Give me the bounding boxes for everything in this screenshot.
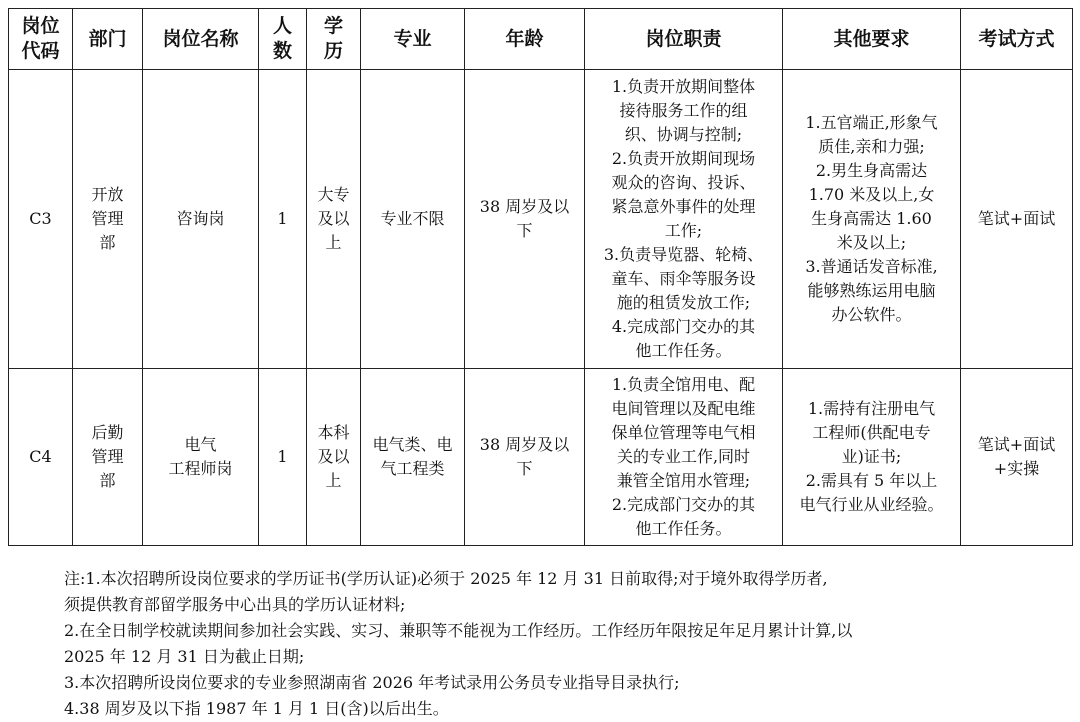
cell-headcount: 1	[259, 70, 307, 369]
cell-other-requirements: 1.需持有注册电气 工程师(供配电专 业)证书; 2.需具有 5 年以上 电气行业从业经验。	[783, 369, 961, 546]
table-header-row	[9, 9, 1073, 70]
header-exam-method: 考试方式	[961, 9, 1073, 70]
header-headcount: 人 数	[259, 9, 307, 70]
table-row	[9, 369, 1073, 546]
cell-age: 38 周岁及以 下	[465, 70, 585, 369]
cell-position-name: 咨询岗	[143, 70, 259, 369]
cell-duties: 1.负责全馆用电、配 电间管理以及配电维 保单位管理等电气相 关的专业工作,同时 兼管全馆用水管理; 2.完成部门交办的其 他工作任务。	[585, 369, 783, 546]
header-age: 年龄	[465, 9, 585, 70]
cell-education: 大专 及以 上	[307, 70, 361, 369]
cell-duties: 1.负责开放期间整体 接待服务工作的组 织、协调与控制; 2.负责开放期间现场 观众的咨询、投诉、 紧急意外事件的处理 工作; 3.负责导览器、轮椅、 童车、雨伞等服务设 施的租赁发放工作; 4.完成部门交办的其 他工作任务。	[585, 70, 783, 369]
note-line: 2025 年 12 月 31 日为截止日期;	[64, 647, 305, 666]
header-major: 专业	[361, 9, 465, 70]
cell-education: 本科 及以 上	[307, 369, 361, 546]
cell-position-name: 电气 工程师岗	[143, 369, 259, 546]
cell-code: C3	[9, 70, 73, 369]
note-line: 4.38 周岁及以下指 1987 年 1 月 1 日(含)以后出生。	[64, 699, 449, 718]
cell-major: 电气类、电 气工程类	[361, 369, 465, 546]
recruitment-table	[8, 8, 1073, 546]
header-other-requirements: 其他要求	[783, 9, 961, 70]
note-line: 须提供教育部留学服务中心出具的学历认证材料;	[64, 595, 406, 614]
note-line: 2.在全日制学校就读期间参加社会实践、实习、兼职等不能视为工作经历。工作经历年限按足年足月累计计算,以	[64, 621, 853, 640]
table-row	[9, 70, 1073, 369]
header-duties: 岗位职责	[585, 9, 783, 70]
cell-exam-method: 笔试+面试 +实操	[961, 369, 1073, 546]
notes-section	[64, 566, 1054, 722]
cell-department: 后勤 管理 部	[73, 369, 143, 546]
header-position-code: 岗位 代码	[9, 9, 73, 70]
cell-code: C4	[9, 369, 73, 546]
cell-other-requirements: 1.五官端正,形象气 质佳,亲和力强; 2.男生身高需达 1.70 米及以上,女 生身高需达 1.60 米及以上; 3.普通话发音标准, 能够熟练运用电脑 办公软件。	[783, 70, 961, 369]
cell-major: 专业不限	[361, 70, 465, 369]
note-line: 3.本次招聘所设岗位要求的专业参照湖南省 2026 年考试录用公务员专业指导目录执行;	[64, 673, 680, 692]
header-education: 学 历	[307, 9, 361, 70]
cell-department: 开放 管理 部	[73, 70, 143, 369]
header-position-name: 岗位名称	[143, 9, 259, 70]
note-line: 注:1.本次招聘所设岗位要求的学历证书(学历认证)必须于 2025 年 12 月 31 日前取得;对于境外取得学历者,	[64, 569, 828, 588]
recruitment-table-section	[8, 8, 1072, 546]
header-department: 部门	[73, 9, 143, 70]
cell-headcount: 1	[259, 369, 307, 546]
cell-exam-method: 笔试+面试	[961, 70, 1073, 369]
cell-age: 38 周岁及以 下	[465, 369, 585, 546]
